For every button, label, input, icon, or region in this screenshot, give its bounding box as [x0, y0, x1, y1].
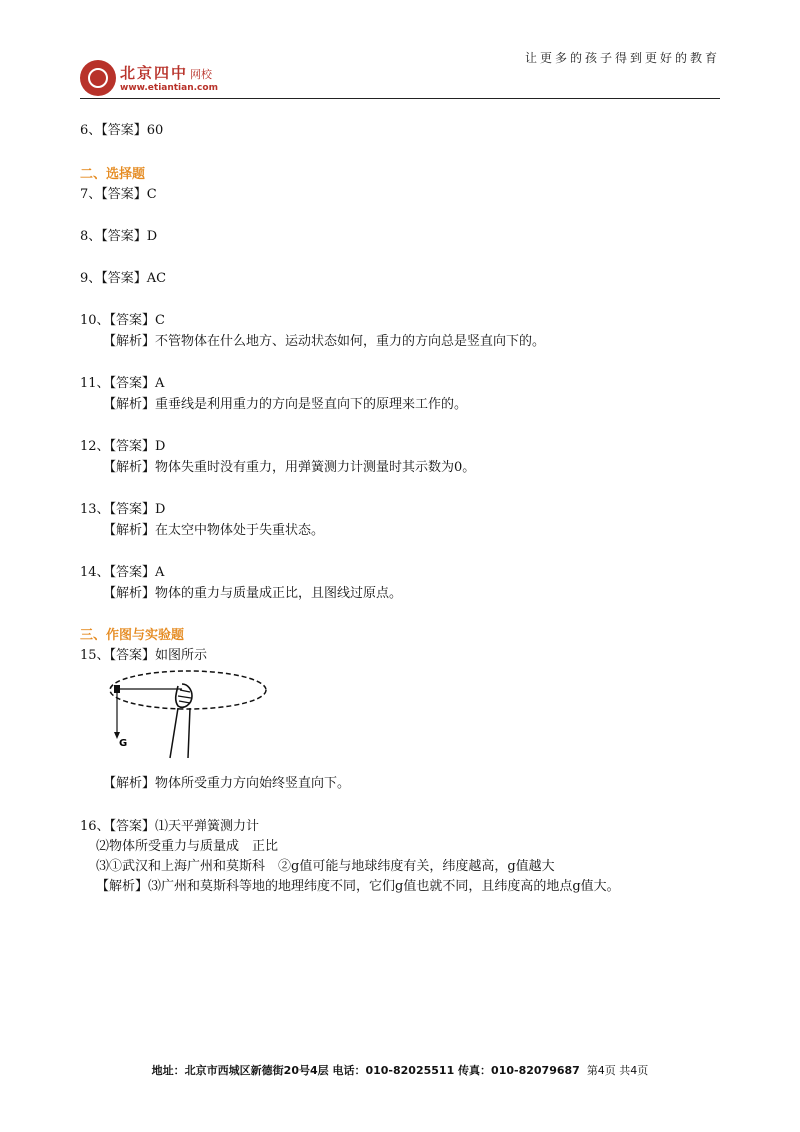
site-logo [80, 56, 230, 100]
answer-12: 12、【答案】D [80, 439, 166, 454]
answer-7: 7、【答案】C [80, 187, 157, 202]
answer-11: 11、【答案】A [80, 376, 165, 391]
answer-8: 8、【答案】D [80, 229, 158, 244]
answer-9: 9、【答案】AC [80, 271, 167, 286]
footer-page-number: 第4页 共4页 [586, 1064, 649, 1077]
analysis-10: 【解析】不管物体在什么地方、运动状态如何，重力的方向总是竖直向下的。 [103, 334, 546, 349]
logo-url: www.etiantian.com [120, 83, 218, 93]
section-heading-choice: 二、选择题 [80, 167, 146, 182]
analysis-16: 【解析】⑶广州和莫斯科等地的地理纬度不同，它们g值也就不同，且纬度高的地点g值大。 [96, 879, 620, 894]
gravity-diagram-figure [108, 670, 268, 760]
answer-16-part3: ⑶①武汉和上海广州和莫斯科 ②g值可能与地球纬度有关，纬度越高，g值越大 [96, 859, 555, 874]
answer-13: 13、【答案】D [80, 502, 166, 517]
logo-sub: 网校 [190, 68, 213, 81]
analysis-13: 【解析】在太空中物体处于失重状态。 [103, 523, 325, 538]
analysis-15: 【解析】物体所受重力方向始终竖直向下。 [103, 776, 351, 791]
analysis-14: 【解析】物体的重力与质量成正比，且图线过原点。 [103, 586, 403, 601]
answer-15: 15、【答案】如图所示 [80, 648, 208, 663]
answer-16-part2: ⑵物体所受重力与质量成 正比 [96, 839, 279, 854]
answer-16: 16、【答案】⑴天平弹簧测力计 [80, 819, 260, 834]
gravity-label-G: G [119, 738, 128, 749]
header-divider [80, 98, 720, 99]
logo-name: 北京四中 网校 [120, 64, 213, 82]
header-slogan: 让更多的孩子得到更好的教育 [524, 51, 720, 65]
section-heading-experiment: 三、作图与实验题 [80, 628, 185, 643]
answer-14: 14、【答案】A [80, 565, 165, 580]
analysis-12: 【解析】物体失重时没有重力，用弹簧测力计测量时其示数为0。 [103, 460, 476, 475]
page-footer [0, 1062, 800, 1078]
answer-10: 10、【答案】C [80, 313, 165, 328]
analysis-11: 【解析】重垂线是利用重力的方向是竖直向下的原理来工作的。 [103, 397, 468, 412]
footer-address: 地址：北京市西城区新德街20号4层 电话：010-82025511 传真：010-82079687 [151, 1064, 580, 1077]
answer-6: 6、【答案】60 [80, 123, 164, 138]
logo-emblem-icon [80, 60, 116, 96]
